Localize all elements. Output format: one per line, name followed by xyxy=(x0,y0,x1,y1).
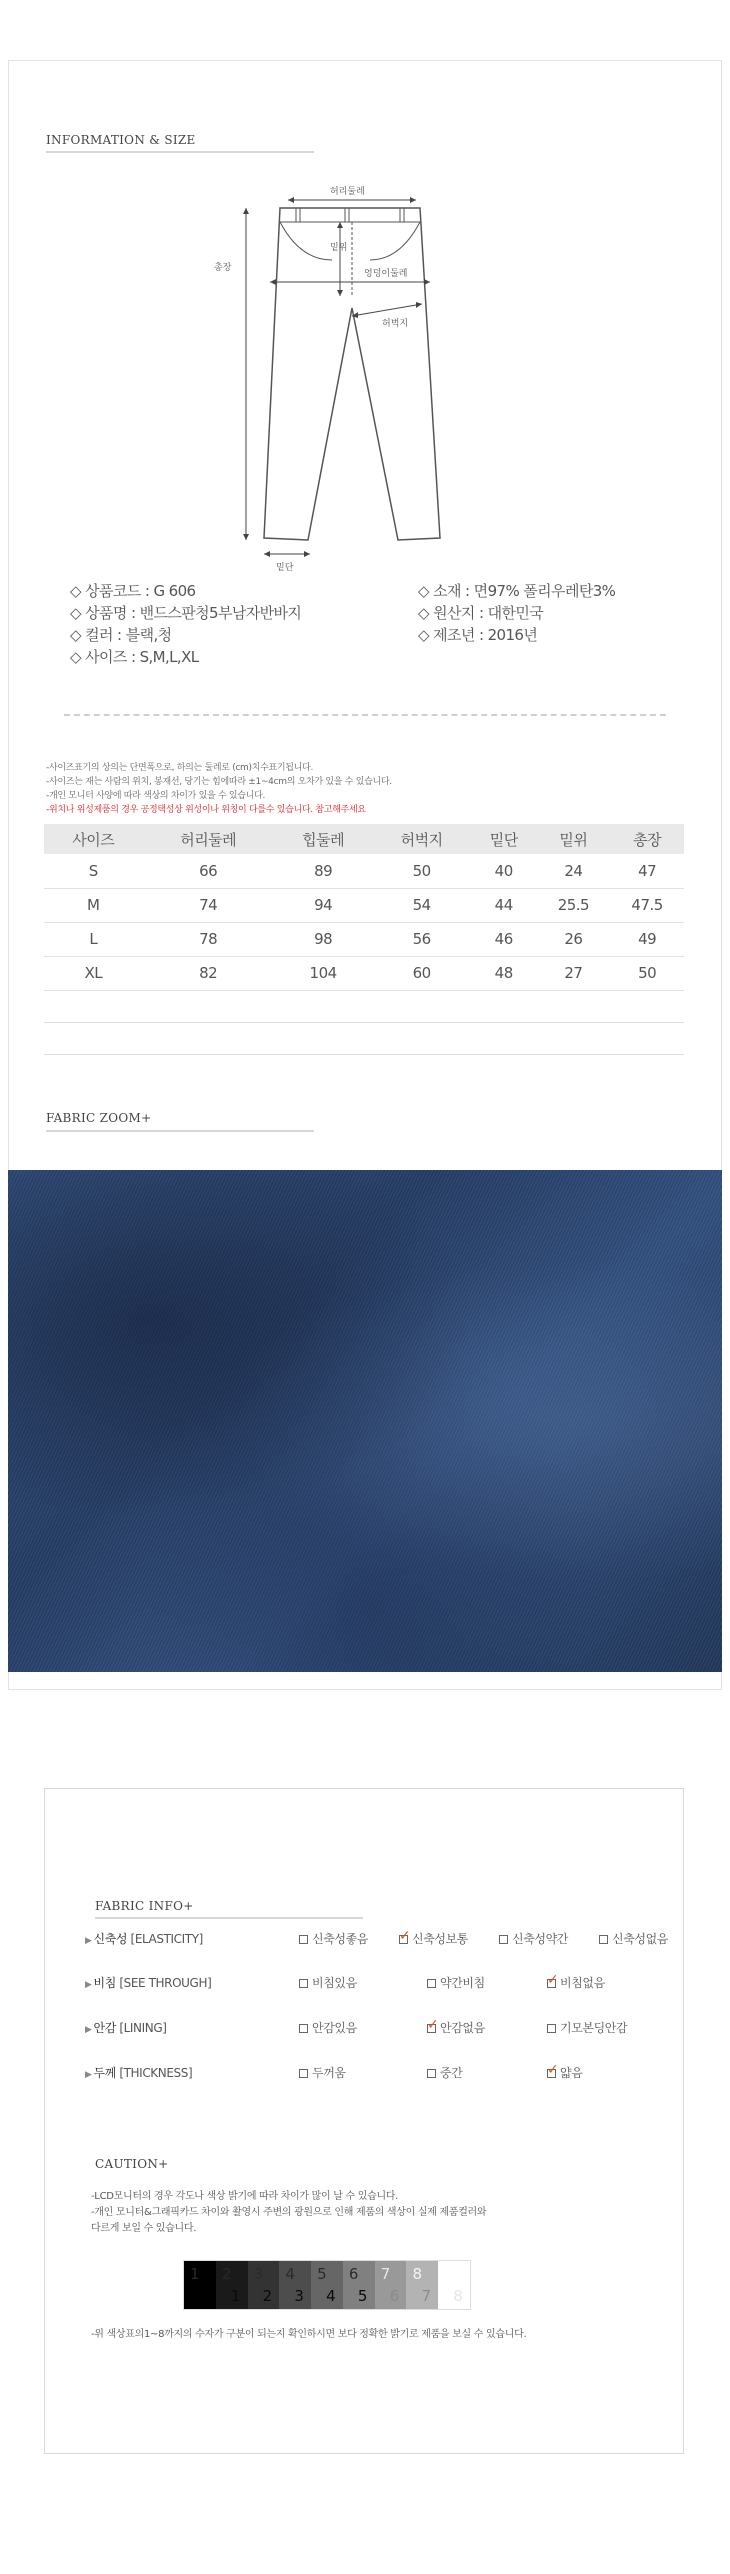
spec-year: ◇ 제조년 : 2016년 xyxy=(418,626,538,644)
spec-product-name: ◇ 상품명 : 밴드스판청5부남자반바지 xyxy=(70,604,302,622)
table-cell: 98 xyxy=(274,922,373,956)
spec-color: ◇ 컬러 : 블랙,청 xyxy=(70,626,172,644)
col-thigh: 허벅지 xyxy=(372,824,471,854)
col-length: 총장 xyxy=(610,824,684,854)
table-cell: 46 xyxy=(471,922,537,956)
size-note: -사이즈는 재는 사람의 위치, 봉재선, 당기는 힘에따라 ±1~4cm의 오차가 있을 수 있습니다. xyxy=(46,777,392,787)
size-note: -개인 모니터 사양에 따라 색상의 차이가 있을 수 있습니다. xyxy=(46,791,266,801)
table-cell: 47.5 xyxy=(610,888,684,922)
fabric-info-frame xyxy=(44,1788,684,2454)
caution-text xyxy=(91,2189,486,2237)
brightness-scale xyxy=(183,2260,471,2310)
property-label: ▶ 두께 [THICKNESS] xyxy=(85,2066,193,2080)
option-elasticity-slight[interactable]: 신축성약간 xyxy=(499,1930,568,1947)
rise-label: 밑위 xyxy=(330,243,348,253)
option-see-through-yes[interactable]: 비침있음 xyxy=(299,1974,357,1991)
scale-number-bottom: 2 xyxy=(262,2287,273,2305)
scale-number-bottom: 5 xyxy=(357,2287,368,2305)
table-cell: 66 xyxy=(143,854,274,888)
dashed-divider xyxy=(64,714,666,716)
triangle-icon: ▶ xyxy=(85,2070,92,2080)
scale-swatch xyxy=(438,2261,470,2309)
caution-footer: -위 색상표의1~8까지의 수자가 구분이 되는지 확인하시면 보다 정확한 밝기로 제품을 보실 수 있습니다. xyxy=(91,2329,527,2340)
col-waist: 허리둘레 xyxy=(143,824,274,854)
table-cell: 50 xyxy=(610,956,684,990)
spec-sizes: ◇ 사이즈 : S,M,L,XL xyxy=(70,648,199,666)
spec-list-left xyxy=(70,580,301,668)
table-cell: S xyxy=(44,854,143,888)
checkbox-icon xyxy=(599,1935,608,1944)
fabric-info-underline xyxy=(95,1917,363,1919)
triangle-icon: ▶ xyxy=(85,1980,92,1990)
property-label: ▶ 안감 [LINING] xyxy=(85,2021,167,2035)
option-lining-yes[interactable]: 안감있음 xyxy=(299,2019,357,2036)
scale-number-bottom: 6 xyxy=(389,2287,400,2305)
scale-number-bottom: 8 xyxy=(453,2287,463,2305)
checkbox-icon xyxy=(427,1979,436,1988)
fabric-zoom-image xyxy=(8,1170,722,1672)
option-elasticity-none[interactable]: 신축성없음 xyxy=(599,1930,668,1947)
hem-label: 밑단 xyxy=(276,563,294,573)
checkbox-icon xyxy=(427,2069,436,2078)
fabric-zoom-underline xyxy=(46,1130,314,1132)
table-row xyxy=(44,888,684,922)
checkbox-icon xyxy=(299,1935,308,1944)
checkbox-icon xyxy=(499,1935,508,1944)
caution-line: 다르게 보일 수 있습니다. xyxy=(91,2223,197,2234)
scale-swatch xyxy=(184,2261,216,2309)
table-cell: 74 xyxy=(143,888,274,922)
option-thickness-thick[interactable]: 두꺼움 xyxy=(299,2064,346,2081)
checkbox-checked-icon: ✓ xyxy=(399,1928,411,1944)
size-notes xyxy=(46,761,392,817)
table-cell: L xyxy=(44,922,143,956)
scale-number-top: 2 xyxy=(221,2265,232,2283)
table-cell: 26 xyxy=(537,922,611,956)
table-cell: 50 xyxy=(372,854,471,888)
col-rise: 밑위 xyxy=(537,824,611,854)
table-row xyxy=(44,922,684,956)
option-see-through-slight[interactable]: 약간비침 xyxy=(427,1974,485,1991)
table-cell: 24 xyxy=(537,854,611,888)
table-cell: 47 xyxy=(610,854,684,888)
scale-number-top: 6 xyxy=(348,2265,359,2283)
info-size-title: INFORMATION & SIZE xyxy=(46,133,196,147)
scale-swatch xyxy=(343,2261,375,2309)
scale-swatch xyxy=(311,2261,343,2309)
table-cell: 48 xyxy=(471,956,537,990)
scale-number-top: 1 xyxy=(190,2265,200,2283)
total-length-label: 총장 xyxy=(214,263,232,273)
property-label: ▶ 비침 [SEE THROUGH] xyxy=(85,1976,212,1990)
caution-line: -LCD모니터의 경우 각도나 색상 밝기에 따라 차이가 많이 날 수 있습니다. xyxy=(91,2191,399,2202)
size-table xyxy=(44,824,684,991)
table-cell: 25.5 xyxy=(537,888,611,922)
table-cell: 49 xyxy=(610,922,684,956)
size-note-warning: -위치나 위성제품의 경우 공정택성상 위성이나 위칭이 다를수 있습니다. 참고해주세요 xyxy=(46,805,366,815)
table-cell: 40 xyxy=(471,854,537,888)
checkbox-checked-icon: ✓ xyxy=(547,2062,559,2078)
table-cell: XL xyxy=(44,956,143,990)
pants-measurement-diagram xyxy=(214,178,470,578)
scale-swatch xyxy=(216,2261,248,2309)
table-cell: 104 xyxy=(274,956,373,990)
option-elasticity-normal[interactable]: ✓ 신축성보통 xyxy=(399,1928,468,1946)
table-cell: 78 xyxy=(143,922,274,956)
scale-swatch xyxy=(279,2261,311,2309)
scale-number-top: 3 xyxy=(253,2265,264,2283)
size-note: -사이즈표기의 상의는 단면폭으로, 하의는 둘레로 (cm)치수표기됩니다. xyxy=(46,763,314,773)
spec-product-code: ◇ 상품코드 : G 606 xyxy=(70,582,196,600)
checkbox-icon xyxy=(299,2069,308,2078)
checkbox-checked-icon: ✓ xyxy=(427,2017,439,2033)
scale-number-top: 7 xyxy=(380,2265,391,2283)
spec-material: ◇ 소재 : 면97% 폴리우레탄3% xyxy=(418,582,616,600)
option-lining-fleece[interactable]: 기모본딩안감 xyxy=(547,2019,627,2036)
scale-number-top: 8 xyxy=(412,2265,423,2283)
spec-origin: ◇ 원산지 : 대한민국 xyxy=(418,604,544,622)
table-cell: 60 xyxy=(372,956,471,990)
scale-swatch xyxy=(406,2261,438,2309)
caution-title: CAUTION+ xyxy=(95,2157,169,2171)
property-row-lining xyxy=(85,2017,665,2037)
table-cell: 27 xyxy=(537,956,611,990)
waist-label: 허리둘레 xyxy=(330,187,365,197)
triangle-icon: ▶ xyxy=(85,1936,92,1946)
scale-swatch xyxy=(248,2261,280,2309)
caution-line: -개인 모니터&그래픽카드 차이와 촬영시 주변의 광원으로 인해 제품의 색상이 실제 제품컬러와 xyxy=(91,2207,487,2218)
spec-list-right xyxy=(418,580,615,646)
table-cell: 56 xyxy=(372,922,471,956)
option-thickness-thin[interactable]: ✓ 얇음 xyxy=(547,2062,583,2080)
triangle-icon: ▶ xyxy=(85,2025,92,2035)
table-cell: 89 xyxy=(274,854,373,888)
table-cell: 94 xyxy=(274,888,373,922)
table-row xyxy=(44,854,684,888)
table-extra-line xyxy=(44,1054,684,1055)
col-hem: 밑단 xyxy=(471,824,537,854)
table-cell: 82 xyxy=(143,956,274,990)
scale-number-bottom: 4 xyxy=(326,2287,336,2305)
thigh-label: 허벅지 xyxy=(382,319,409,329)
scale-number-top: 5 xyxy=(317,2265,327,2283)
checkbox-icon xyxy=(299,2024,308,2033)
checkbox-checked-icon: ✓ xyxy=(547,1972,559,1988)
fabric-zoom-title: FABRIC ZOOM+ xyxy=(46,1111,152,1125)
table-row xyxy=(44,956,684,990)
col-size: 사이즈 xyxy=(44,824,143,854)
scale-swatch xyxy=(375,2261,407,2309)
checkbox-icon xyxy=(547,2024,556,2033)
table-cell: M xyxy=(44,888,143,922)
checkbox-icon xyxy=(299,1979,308,1988)
option-lining-no[interactable]: ✓ 안감없음 xyxy=(427,2017,485,2035)
size-table-header xyxy=(44,824,684,854)
property-row-thickness xyxy=(85,2062,665,2082)
option-elasticity-good[interactable]: 신축성좋음 xyxy=(299,1930,368,1947)
table-cell: 54 xyxy=(372,888,471,922)
property-label: ▶ 신축성 [ELASTICITY] xyxy=(85,1932,203,1946)
option-thickness-medium[interactable]: 중간 xyxy=(427,2064,462,2081)
scale-number-bottom: 1 xyxy=(230,2287,241,2305)
table-extra-line xyxy=(44,1022,684,1023)
col-hip: 힙둘레 xyxy=(274,824,373,854)
property-row-elasticity xyxy=(85,1928,668,1948)
info-size-underline xyxy=(46,151,314,153)
scale-number-top: 4 xyxy=(285,2265,295,2283)
fabric-info-title: FABRIC INFO+ xyxy=(95,1899,194,1913)
table-cell: 44 xyxy=(471,888,537,922)
scale-number-bottom: 3 xyxy=(294,2287,304,2305)
option-see-through-no[interactable]: ✓ 비침없음 xyxy=(547,1972,605,1990)
scale-number-bottom: 7 xyxy=(421,2287,432,2305)
hip-label: 엉덩이둘레 xyxy=(364,269,408,279)
property-row-see-through xyxy=(85,1972,665,1992)
